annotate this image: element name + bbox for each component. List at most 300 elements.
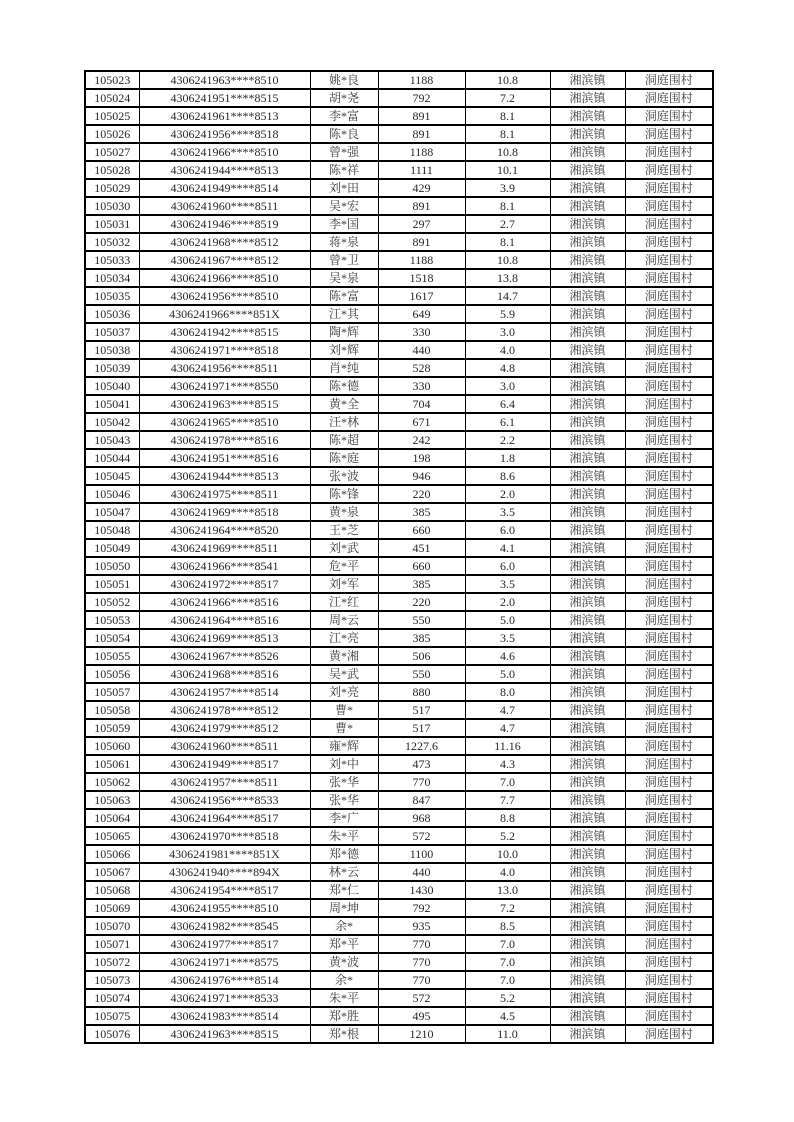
- cell-amount: 770: [378, 773, 465, 791]
- cell-village: 洞庭围村: [625, 521, 713, 539]
- cell-secondary-value: 8.5: [465, 917, 550, 935]
- cell-secondary-value: 4.6: [465, 647, 550, 665]
- cell-village: 洞庭围村: [625, 323, 713, 341]
- cell-village: 洞庭围村: [625, 197, 713, 215]
- cell-amount: 891: [378, 107, 465, 125]
- cell-amount: 297: [378, 215, 465, 233]
- cell-masked-id-number: 4306241957****8514: [139, 683, 310, 701]
- cell-masked-id-number: 4306241967****8512: [139, 251, 310, 269]
- cell-secondary-value: 7.7: [465, 791, 550, 809]
- cell-village: 洞庭围村: [625, 395, 713, 413]
- table-row: [85, 539, 713, 557]
- cell-sequence-number: 105034: [85, 269, 139, 287]
- cell-sequence-number: 105072: [85, 953, 139, 971]
- cell-masked-id-number: 4306241949****8514: [139, 179, 310, 197]
- cell-secondary-value: 8.6: [465, 467, 550, 485]
- cell-person-name: 周*云: [310, 611, 378, 629]
- cell-person-name: 曾*卫: [310, 251, 378, 269]
- cell-amount: 792: [378, 899, 465, 917]
- cell-sequence-number: 105052: [85, 593, 139, 611]
- cell-masked-id-number: 4306241964****8516: [139, 611, 310, 629]
- cell-secondary-value: 14.7: [465, 287, 550, 305]
- cell-masked-id-number: 4306241978****8516: [139, 431, 310, 449]
- cell-town: 湘滨镇: [550, 377, 625, 395]
- cell-village: 洞庭围村: [625, 287, 713, 305]
- cell-village: 洞庭围村: [625, 143, 713, 161]
- cell-amount: 330: [378, 377, 465, 395]
- cell-masked-id-number: 4306241956****8510: [139, 287, 310, 305]
- cell-amount: 891: [378, 197, 465, 215]
- cell-sequence-number: 105044: [85, 449, 139, 467]
- cell-town: 湘滨镇: [550, 899, 625, 917]
- cell-town: 湘滨镇: [550, 611, 625, 629]
- cell-sequence-number: 105054: [85, 629, 139, 647]
- table-row: [85, 863, 713, 881]
- cell-person-name: 陶*辉: [310, 323, 378, 341]
- cell-town: 湘滨镇: [550, 143, 625, 161]
- cell-village: 洞庭围村: [625, 413, 713, 431]
- cell-masked-id-number: 4306241949****8517: [139, 755, 310, 773]
- cell-secondary-value: 4.7: [465, 719, 550, 737]
- cell-town: 湘滨镇: [550, 1025, 625, 1043]
- cell-village: 洞庭围村: [625, 701, 713, 719]
- cell-amount: 528: [378, 359, 465, 377]
- cell-sequence-number: 105033: [85, 251, 139, 269]
- cell-secondary-value: 7.0: [465, 773, 550, 791]
- cell-person-name: 张*华: [310, 791, 378, 809]
- cell-sequence-number: 105071: [85, 935, 139, 953]
- cell-village: 洞庭围村: [625, 629, 713, 647]
- cell-town: 湘滨镇: [550, 665, 625, 683]
- cell-town: 湘滨镇: [550, 953, 625, 971]
- cell-town: 湘滨镇: [550, 71, 625, 89]
- cell-village: 洞庭围村: [625, 341, 713, 359]
- cell-secondary-value: 4.1: [465, 539, 550, 557]
- cell-sequence-number: 105066: [85, 845, 139, 863]
- cell-village: 洞庭围村: [625, 1007, 713, 1025]
- cell-secondary-value: 5.0: [465, 611, 550, 629]
- cell-person-name: 郑*胜: [310, 1007, 378, 1025]
- cell-village: 洞庭围村: [625, 1025, 713, 1043]
- cell-sequence-number: 105064: [85, 809, 139, 827]
- cell-amount: 1518: [378, 269, 465, 287]
- cell-amount: 1430: [378, 881, 465, 899]
- cell-town: 湘滨镇: [550, 737, 625, 755]
- cell-town: 湘滨镇: [550, 215, 625, 233]
- cell-secondary-value: 7.2: [465, 899, 550, 917]
- cell-village: 洞庭围村: [625, 935, 713, 953]
- table-row: [85, 683, 713, 701]
- cell-person-name: 江*亮: [310, 629, 378, 647]
- table-row: [85, 917, 713, 935]
- cell-sequence-number: 105041: [85, 395, 139, 413]
- table-row: [85, 269, 713, 287]
- cell-secondary-value: 2.7: [465, 215, 550, 233]
- cell-amount: 198: [378, 449, 465, 467]
- cell-town: 湘滨镇: [550, 305, 625, 323]
- cell-sequence-number: 105055: [85, 647, 139, 665]
- cell-town: 湘滨镇: [550, 251, 625, 269]
- cell-masked-id-number: 4306241963****8510: [139, 71, 310, 89]
- cell-masked-id-number: 4306241975****8511: [139, 485, 310, 503]
- cell-village: 洞庭围村: [625, 449, 713, 467]
- cell-town: 湘滨镇: [550, 1007, 625, 1025]
- cell-sequence-number: 105062: [85, 773, 139, 791]
- cell-town: 湘滨镇: [550, 107, 625, 125]
- table-row: [85, 593, 713, 611]
- cell-town: 湘滨镇: [550, 701, 625, 719]
- cell-secondary-value: 10.1: [465, 161, 550, 179]
- cell-amount: 1210: [378, 1025, 465, 1043]
- cell-village: 洞庭围村: [625, 377, 713, 395]
- cell-masked-id-number: 4306241963****8515: [139, 395, 310, 413]
- cell-amount: 770: [378, 935, 465, 953]
- cell-amount: 220: [378, 485, 465, 503]
- cell-amount: 517: [378, 701, 465, 719]
- cell-town: 湘滨镇: [550, 125, 625, 143]
- cell-secondary-value: 10.0: [465, 845, 550, 863]
- cell-masked-id-number: 4306241966****8510: [139, 143, 310, 161]
- cell-village: 洞庭围村: [625, 737, 713, 755]
- cell-town: 湘滨镇: [550, 629, 625, 647]
- table-row: [85, 899, 713, 917]
- cell-person-name: 姚*良: [310, 71, 378, 89]
- cell-village: 洞庭围村: [625, 161, 713, 179]
- cell-village: 洞庭围村: [625, 773, 713, 791]
- cell-secondary-value: 6.0: [465, 557, 550, 575]
- table-row: [85, 827, 713, 845]
- cell-village: 洞庭围村: [625, 647, 713, 665]
- cell-person-name: 刘*军: [310, 575, 378, 593]
- cell-village: 洞庭围村: [625, 845, 713, 863]
- cell-masked-id-number: 4306241971****8533: [139, 989, 310, 1007]
- cell-secondary-value: 6.4: [465, 395, 550, 413]
- cell-village: 洞庭围村: [625, 431, 713, 449]
- cell-secondary-value: 10.8: [465, 143, 550, 161]
- cell-sequence-number: 105065: [85, 827, 139, 845]
- cell-person-name: 吴*宏: [310, 197, 378, 215]
- cell-person-name: 危*平: [310, 557, 378, 575]
- records-table: [84, 70, 714, 1044]
- cell-amount: 385: [378, 629, 465, 647]
- cell-secondary-value: 4.0: [465, 341, 550, 359]
- table-row: [85, 953, 713, 971]
- table-row: [85, 701, 713, 719]
- cell-town: 湘滨镇: [550, 917, 625, 935]
- cell-secondary-value: 1.8: [465, 449, 550, 467]
- cell-town: 湘滨镇: [550, 593, 625, 611]
- table-row: [85, 161, 713, 179]
- cell-town: 湘滨镇: [550, 287, 625, 305]
- cell-village: 洞庭围村: [625, 503, 713, 521]
- cell-village: 洞庭围村: [625, 917, 713, 935]
- cell-amount: 891: [378, 233, 465, 251]
- cell-secondary-value: 7.2: [465, 89, 550, 107]
- table-row: [85, 881, 713, 899]
- cell-village: 洞庭围村: [625, 791, 713, 809]
- table-row: [85, 71, 713, 89]
- cell-town: 湘滨镇: [550, 413, 625, 431]
- cell-person-name: 胡*尧: [310, 89, 378, 107]
- cell-village: 洞庭围村: [625, 809, 713, 827]
- cell-secondary-value: 2.0: [465, 485, 550, 503]
- cell-secondary-value: 7.0: [465, 971, 550, 989]
- cell-person-name: 李*富: [310, 107, 378, 125]
- cell-masked-id-number: 4306241944****8513: [139, 467, 310, 485]
- cell-village: 洞庭围村: [625, 107, 713, 125]
- cell-secondary-value: 4.3: [465, 755, 550, 773]
- cell-town: 湘滨镇: [550, 431, 625, 449]
- cell-village: 洞庭围村: [625, 359, 713, 377]
- cell-town: 湘滨镇: [550, 755, 625, 773]
- cell-town: 湘滨镇: [550, 521, 625, 539]
- cell-amount: 385: [378, 575, 465, 593]
- cell-person-name: 张*波: [310, 467, 378, 485]
- cell-sequence-number: 105063: [85, 791, 139, 809]
- cell-secondary-value: 13.0: [465, 881, 550, 899]
- cell-village: 洞庭围村: [625, 215, 713, 233]
- cell-masked-id-number: 4306241944****8513: [139, 161, 310, 179]
- table-row: [85, 485, 713, 503]
- cell-sequence-number: 105028: [85, 161, 139, 179]
- cell-sequence-number: 105057: [85, 683, 139, 701]
- cell-secondary-value: 8.1: [465, 125, 550, 143]
- cell-masked-id-number: 4306241971****8575: [139, 953, 310, 971]
- cell-person-name: 陈*超: [310, 431, 378, 449]
- cell-masked-id-number: 4306241972****8517: [139, 575, 310, 593]
- cell-person-name: 蒋*泉: [310, 233, 378, 251]
- cell-secondary-value: 6.1: [465, 413, 550, 431]
- cell-town: 湘滨镇: [550, 467, 625, 485]
- table-row: [85, 359, 713, 377]
- table-row: [85, 341, 713, 359]
- cell-secondary-value: 7.0: [465, 935, 550, 953]
- records-table-body: [85, 71, 713, 1043]
- cell-secondary-value: 3.0: [465, 323, 550, 341]
- cell-amount: 550: [378, 665, 465, 683]
- cell-masked-id-number: 4306241964****8517: [139, 809, 310, 827]
- cell-amount: 572: [378, 827, 465, 845]
- cell-amount: 847: [378, 791, 465, 809]
- cell-secondary-value: 3.5: [465, 575, 550, 593]
- cell-secondary-value: 10.8: [465, 71, 550, 89]
- cell-amount: 649: [378, 305, 465, 323]
- cell-person-name: 陈*锋: [310, 485, 378, 503]
- cell-person-name: 刘*田: [310, 179, 378, 197]
- cell-secondary-value: 8.1: [465, 233, 550, 251]
- table-row: [85, 647, 713, 665]
- cell-village: 洞庭围村: [625, 575, 713, 593]
- cell-sequence-number: 105051: [85, 575, 139, 593]
- cell-person-name: 刘*中: [310, 755, 378, 773]
- cell-town: 湘滨镇: [550, 845, 625, 863]
- cell-masked-id-number: 4306241951****8515: [139, 89, 310, 107]
- cell-secondary-value: 5.0: [465, 665, 550, 683]
- cell-person-name: 黄*全: [310, 395, 378, 413]
- cell-secondary-value: 3.9: [465, 179, 550, 197]
- cell-person-name: 江*红: [310, 593, 378, 611]
- cell-sequence-number: 105061: [85, 755, 139, 773]
- cell-sequence-number: 105058: [85, 701, 139, 719]
- cell-amount: 704: [378, 395, 465, 413]
- cell-masked-id-number: 4306241957****8511: [139, 773, 310, 791]
- cell-village: 洞庭围村: [625, 665, 713, 683]
- table-row: [85, 503, 713, 521]
- cell-town: 湘滨镇: [550, 359, 625, 377]
- cell-town: 湘滨镇: [550, 485, 625, 503]
- cell-amount: 770: [378, 953, 465, 971]
- cell-amount: 506: [378, 647, 465, 665]
- cell-town: 湘滨镇: [550, 89, 625, 107]
- cell-amount: 1100: [378, 845, 465, 863]
- cell-town: 湘滨镇: [550, 539, 625, 557]
- table-row: [85, 989, 713, 1007]
- table-row: [85, 143, 713, 161]
- cell-sequence-number: 105024: [85, 89, 139, 107]
- cell-village: 洞庭围村: [625, 683, 713, 701]
- cell-village: 洞庭围村: [625, 971, 713, 989]
- cell-masked-id-number: 4306241964****8520: [139, 521, 310, 539]
- cell-sequence-number: 105029: [85, 179, 139, 197]
- cell-amount: 891: [378, 125, 465, 143]
- cell-secondary-value: 5.9: [465, 305, 550, 323]
- cell-village: 洞庭围村: [625, 899, 713, 917]
- cell-town: 湘滨镇: [550, 647, 625, 665]
- cell-amount: 660: [378, 557, 465, 575]
- table-row: [85, 125, 713, 143]
- table-row: [85, 413, 713, 431]
- cell-town: 湘滨镇: [550, 773, 625, 791]
- table-row: [85, 719, 713, 737]
- cell-secondary-value: 7.0: [465, 953, 550, 971]
- cell-village: 洞庭围村: [625, 467, 713, 485]
- table-row: [85, 1025, 713, 1043]
- cell-secondary-value: 2.0: [465, 593, 550, 611]
- cell-sequence-number: 105049: [85, 539, 139, 557]
- cell-amount: 572: [378, 989, 465, 1007]
- table-row: [85, 431, 713, 449]
- cell-amount: 1111: [378, 161, 465, 179]
- cell-person-name: 林*云: [310, 863, 378, 881]
- cell-sequence-number: 105023: [85, 71, 139, 89]
- cell-sequence-number: 105032: [85, 233, 139, 251]
- cell-masked-id-number: 4306241942****8515: [139, 323, 310, 341]
- cell-person-name: 黄*泉: [310, 503, 378, 521]
- cell-secondary-value: 11.16: [465, 737, 550, 755]
- table-row: [85, 809, 713, 827]
- cell-village: 洞庭围村: [625, 89, 713, 107]
- cell-person-name: 陈*庭: [310, 449, 378, 467]
- cell-masked-id-number: 4306241966****8510: [139, 269, 310, 287]
- cell-sequence-number: 105050: [85, 557, 139, 575]
- cell-person-name: 曹*: [310, 719, 378, 737]
- cell-amount: 242: [378, 431, 465, 449]
- cell-sequence-number: 105056: [85, 665, 139, 683]
- cell-village: 洞庭围村: [625, 251, 713, 269]
- cell-masked-id-number: 4306241960****8511: [139, 737, 310, 755]
- cell-town: 湘滨镇: [550, 449, 625, 467]
- cell-person-name: 周*坤: [310, 899, 378, 917]
- cell-person-name: 黄*湘: [310, 647, 378, 665]
- cell-secondary-value: 4.8: [465, 359, 550, 377]
- table-row: [85, 773, 713, 791]
- cell-person-name: 王*芝: [310, 521, 378, 539]
- cell-sequence-number: 105038: [85, 341, 139, 359]
- cell-masked-id-number: 4306241979****8512: [139, 719, 310, 737]
- cell-person-name: 朱*平: [310, 989, 378, 1007]
- cell-village: 洞庭围村: [625, 827, 713, 845]
- cell-person-name: 江*其: [310, 305, 378, 323]
- cell-sequence-number: 105035: [85, 287, 139, 305]
- cell-amount: 440: [378, 863, 465, 881]
- cell-village: 洞庭围村: [625, 485, 713, 503]
- cell-masked-id-number: 4306241966****8541: [139, 557, 310, 575]
- cell-amount: 550: [378, 611, 465, 629]
- cell-masked-id-number: 4306241966****8516: [139, 593, 310, 611]
- cell-masked-id-number: 4306241971****8550: [139, 377, 310, 395]
- cell-amount: 1188: [378, 71, 465, 89]
- table-row: [85, 1007, 713, 1025]
- cell-person-name: 余*: [310, 917, 378, 935]
- cell-town: 湘滨镇: [550, 971, 625, 989]
- cell-person-name: 曾*强: [310, 143, 378, 161]
- cell-masked-id-number: 4306241951****8516: [139, 449, 310, 467]
- table-row: [85, 107, 713, 125]
- cell-person-name: 汪*林: [310, 413, 378, 431]
- cell-secondary-value: 8.1: [465, 107, 550, 125]
- cell-secondary-value: 3.5: [465, 629, 550, 647]
- cell-masked-id-number: 4306241977****8517: [139, 935, 310, 953]
- cell-masked-id-number: 4306241968****8516: [139, 665, 310, 683]
- table-row: [85, 521, 713, 539]
- cell-secondary-value: 13.8: [465, 269, 550, 287]
- table-row: [85, 575, 713, 593]
- cell-amount: 1617: [378, 287, 465, 305]
- cell-person-name: 吴*武: [310, 665, 378, 683]
- cell-person-name: 吴*泉: [310, 269, 378, 287]
- cell-masked-id-number: 4306241976****8514: [139, 971, 310, 989]
- cell-amount: 440: [378, 341, 465, 359]
- cell-amount: 792: [378, 89, 465, 107]
- cell-masked-id-number: 4306241960****8511: [139, 197, 310, 215]
- table-row: [85, 395, 713, 413]
- cell-sequence-number: 105047: [85, 503, 139, 521]
- cell-village: 洞庭围村: [625, 233, 713, 251]
- cell-town: 湘滨镇: [550, 503, 625, 521]
- cell-masked-id-number: 4306241968****8512: [139, 233, 310, 251]
- cell-amount: 495: [378, 1007, 465, 1025]
- cell-town: 湘滨镇: [550, 719, 625, 737]
- cell-village: 洞庭围村: [625, 863, 713, 881]
- cell-masked-id-number: 4306241966****851X: [139, 305, 310, 323]
- cell-secondary-value: 3.5: [465, 503, 550, 521]
- cell-secondary-value: 3.0: [465, 377, 550, 395]
- cell-masked-id-number: 4306241967****8526: [139, 647, 310, 665]
- cell-masked-id-number: 4306241981****851X: [139, 845, 310, 863]
- cell-sequence-number: 105059: [85, 719, 139, 737]
- cell-sequence-number: 105070: [85, 917, 139, 935]
- table-row: [85, 791, 713, 809]
- cell-sequence-number: 105048: [85, 521, 139, 539]
- cell-village: 洞庭围村: [625, 593, 713, 611]
- cell-masked-id-number: 4306241940****894X: [139, 863, 310, 881]
- cell-village: 洞庭围村: [625, 989, 713, 1007]
- cell-person-name: 朱*平: [310, 827, 378, 845]
- table-row: [85, 287, 713, 305]
- cell-town: 湘滨镇: [550, 233, 625, 251]
- cell-town: 湘滨镇: [550, 575, 625, 593]
- cell-sequence-number: 105074: [85, 989, 139, 1007]
